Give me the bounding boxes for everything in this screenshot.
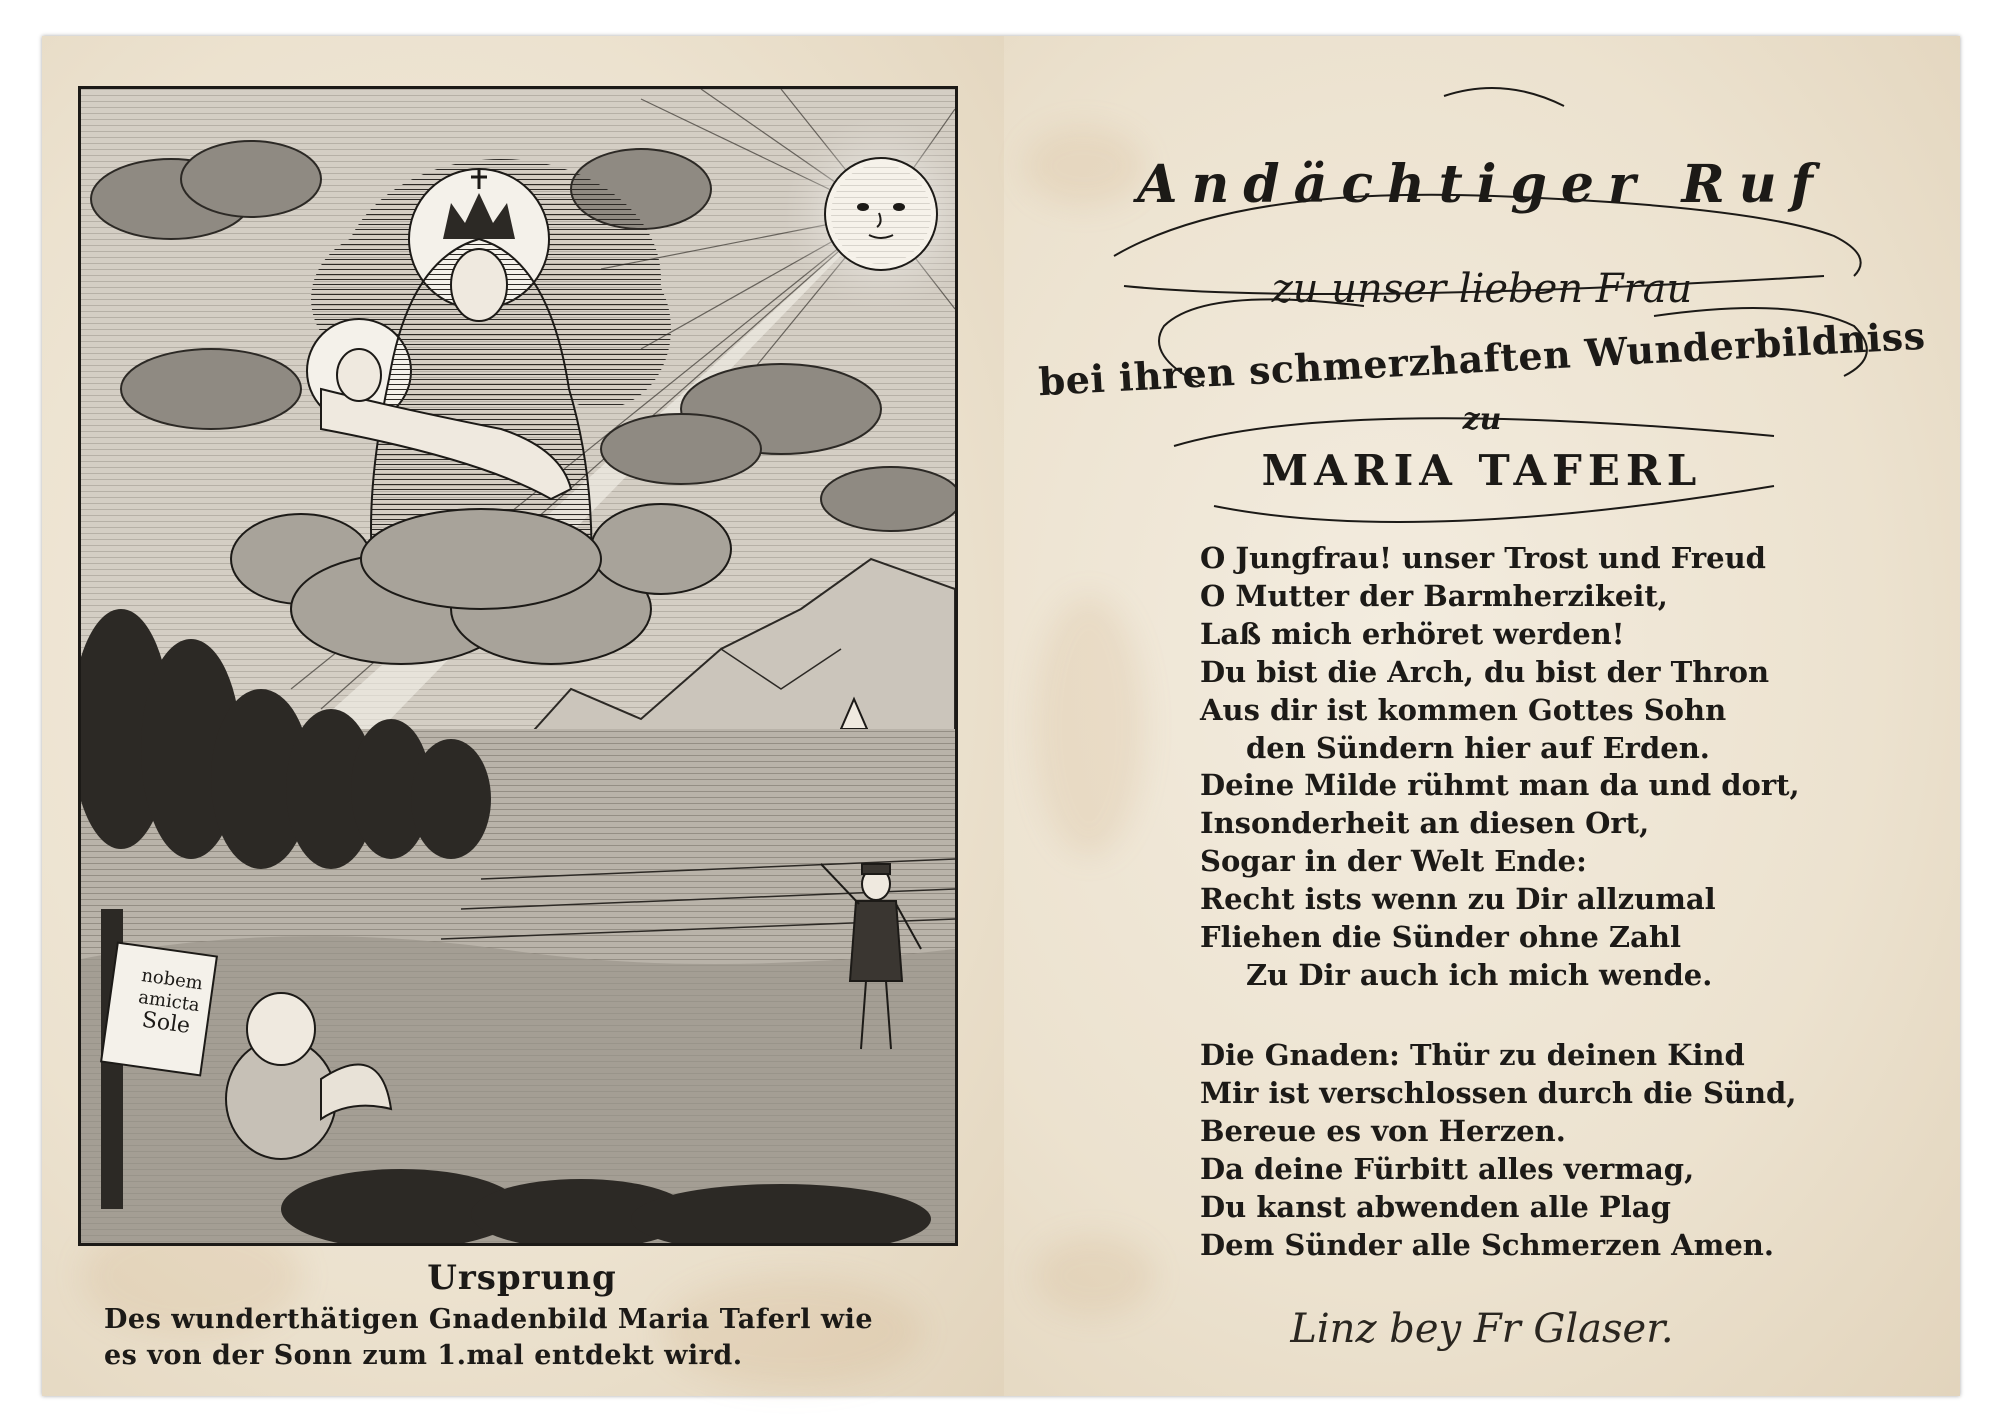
verse-line: Recht ists wenn zu Dir allzumal xyxy=(1200,882,1716,916)
verse-line: Bereue es von Herzen. xyxy=(1200,1114,1566,1148)
verse-line: Laß mich erhöret werden! xyxy=(1200,617,1625,651)
stanza xyxy=(1200,539,1769,767)
paper-stain xyxy=(1034,1236,1154,1316)
verse-line: Die Gnaden: Thür zu deinen Kind xyxy=(1200,1038,1745,1072)
verse-line: Du bist die Arch, du bist der Thron xyxy=(1200,655,1770,689)
printer-imprint: Linz bey Fr Glaser. xyxy=(1290,1306,1674,1352)
devotional-card xyxy=(42,36,1960,1396)
verse-line: Aus dir ist kommen Gottes Sohn xyxy=(1200,693,1727,727)
verse-line: den Sündern hier auf Erden. xyxy=(1246,731,1710,765)
heading-title: MARIA TAFERL xyxy=(1261,446,1703,495)
verse-line: Dem Sünder alle Schmerzen Amen. xyxy=(1200,1228,1774,1262)
heading-line: bei ihren schmerzhaften Wunderbildniss xyxy=(1037,312,1927,405)
verse-line: Sogar in der Welt Ende: xyxy=(1200,844,1587,878)
verse-line: O Mutter der Barmherzikeit, xyxy=(1200,579,1668,613)
verse-line: Du kanst abwenden alle Plag xyxy=(1200,1190,1671,1224)
verse-line: Zu Dir auch ich mich wende. xyxy=(1246,958,1713,992)
scroll-text-line: nobem xyxy=(140,965,205,995)
stanza xyxy=(1200,1036,1796,1264)
verse-line: Insonderheit an diesen Ort, xyxy=(1200,806,1650,840)
sun-with-face-icon xyxy=(825,158,937,270)
engraving-svg xyxy=(81,89,955,1243)
verse-line: O Jungfrau! unser Trost und Freud xyxy=(1200,541,1766,575)
verse-line: Fliehen die Sünder ohne Zahl xyxy=(1200,920,1681,954)
verse-line: Mir ist verschlossen durch die Sünd, xyxy=(1200,1076,1797,1110)
heading-line: zu xyxy=(1462,402,1502,437)
caption-title: Ursprung xyxy=(427,1258,617,1298)
scroll-text-line: Sole xyxy=(140,1007,192,1040)
engraving-illustration xyxy=(78,86,958,1246)
caption-line: Des wunderthätigen Gnadenbild Maria Taferl wie xyxy=(104,1304,874,1335)
caption-line: es von der Sonn zum 1.mal entdekt wird. xyxy=(104,1340,743,1371)
scroll-inscription xyxy=(115,962,223,1041)
heading-line: zu unser lieben Frau xyxy=(1271,266,1693,312)
stanza xyxy=(1200,766,1800,994)
right-page xyxy=(1004,36,1960,1396)
verse-line: Deine Milde rühmt man da und dort, xyxy=(1200,768,1800,802)
paper-stain xyxy=(1034,596,1144,856)
left-page xyxy=(42,36,1006,1396)
heading-line: Andächtiger Ruf xyxy=(1137,154,1827,215)
scroll-text-line: amicta xyxy=(137,986,202,1017)
verse-line: Da deine Fürbitt alles vermag, xyxy=(1200,1152,1695,1186)
